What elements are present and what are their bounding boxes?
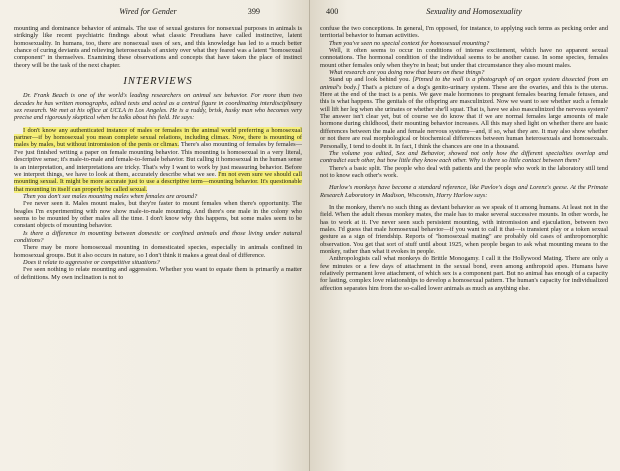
question-3: Is there a difference in mounting between domestic or confined animals and those living under natural conditions? xyxy=(14,229,302,244)
left-page-number: 399 xyxy=(247,7,260,16)
highlighted-passage-2: I'm not even sure we should call mounting sexual. It might be more accurate just to use a descriptive term—mounting behavior. It's questionable that mounting in itself can properly be called sexual. xyxy=(14,170,303,193)
right-page-number: 400 xyxy=(326,7,339,16)
right-running-head: Sexuality and Homosexuality xyxy=(426,7,522,16)
left-page-header xyxy=(14,7,302,21)
harlow-intro: Harlow's monkeys have become a standard reference, like Pavlov's dogs and Lorenz's geese. At the Primate Research Laboratory in Madison, Wisconsin, Harry Harlow says: xyxy=(320,184,608,199)
interview-intro: Dr. Frank Beach is one of the world's leading researchers on animal sex behavior. For more than two decades he has written monographs, edited texts and acted as a central figure in coordinating interdisciplinary sex research. We met at his office at UCLA in Los Angeles. He is a ruddy, brisk, husky man who becomes very precise and rigorously skeptical when he talks about his field. He says: xyxy=(14,92,302,122)
beach-answer-1 xyxy=(14,127,302,193)
question-2: Then you don't see males mounting males when females are around? xyxy=(23,192,198,200)
harlow-answer-1: In the monkey, there's no such thing as deviant behavior as we speak of it among humans. At least not in the field. When the adult rhesus monkey mates, the male has to make several successive mounts. In other words, he has to work at it. I've never seen such persistent mounting, with intromission and ejaculation, between two males. I'd guess that male homosexual behavior—if you want to call it that—is transient play or a token sexual gesture as a sign of friendship. Reports of "homosexual mating" are probably old cases of anthropomorphic observation. You get that sort of stuff until about 1925, when people began to ask what mounting means to the monkey, rather than what it evokes in people. xyxy=(320,203,608,255)
right-page xyxy=(310,0,620,471)
highlighted-passage-1: I don't know any authenticated instance of males or females in the animal world preferring a homosexual partner—if by homosexual you mean complete sexual relations, including climax. Now, there is mounting of males by males, but without intromission of the penis or climax. xyxy=(14,126,302,149)
right-answer-2 xyxy=(320,76,608,149)
left-page-body xyxy=(14,25,302,281)
right-page-body xyxy=(320,25,608,292)
answer-4: I've seen nothing to relate mounting and aggression. Whether you want to equate them is primarily a matter of definitions. My own inclination is not to xyxy=(14,266,302,281)
opening-paragraph: mounting and dominance behavior of animals. The use of sexual gestures for nonsexual purposes in animals is strikingly like recent psychiatric findings about what classic Freudians have called instinctive, latent homosexuality. In humans, too, there are nonsexual uses of sex, and this knowledge has led to a much better chance of curing deviants and relieving heterosexuals of anxiety over what they feared was a latent "homosexual component" in themselves. Examining these observations and concepts that have taken the place of instinct theory will be the task of the next chapter. xyxy=(14,25,302,69)
question-4: Does it relate to aggressive or competitive situations? xyxy=(23,258,160,266)
right-answer-3: There's a basic split. The people who deal with patients and the people who work in the laboratory still tend not to know each other's work. xyxy=(320,164,608,179)
harlow-answer-2: Anthropologists call what monkeys do Brittle Monogamy. I call it the Hollywood Mating. There are only a few minutes or a few days of attachment in the sexual bond, even among anthropoid apes. Humans have relatively permanent love attachment, of which sex is a component part. But no animal has enough of a capacity for lasting, complex love relationships to develop a homosexual pattern. The human's capacity for individualized affection separates him from the so-called lower animals as much as anything else. xyxy=(320,255,608,292)
right-page-header xyxy=(320,7,608,21)
right-question-3: The volume you edited, Sex and Behavior, showed not only how the different specialties overlap and contradict each other, but how little they know each other. Why is there so little contact between them? xyxy=(320,149,608,165)
answer-2: I've never seen it. Males mount males, but they're faster to mount females when there's opportunity. The beagles I'm experimenting with now show male-to-male mounting. And there's one male in the colony who seems to be mounted by other males all the time. I don't know why this happens, but some males seem to be constant objects of mounting behavior. xyxy=(14,200,302,230)
answer-start: Stand up and look behind you. xyxy=(329,76,413,84)
answer-rest: That's a picture of a dog's genito-urinary system. These are the ovaries, and this is the uterus. Here at the end of the tract is a penis. We gave male hormones to pregnant females bearing female fetuses, and this is what happens. The genitals of the offspring are masculinized. Now we want to see whether such a female will lift her leg when she urinates or whether she'll squat. That is, have we also masculinized the nervous system? The answer isn't clear yet, but of course we do know that if we are normal females large amounts of male hormone during childhood, their mounting behavior increases. All this may shed light on whether there are basic differences between the male and female nervous systems—and, if so, what they are. It may also show whether or not there are real morphological or biochemical differences between human heterosexuals and homosexuals. Personally, I tend to doubt it. In fact, I think the chances are one in a thousand. xyxy=(320,83,609,150)
continued-paragraph: confuse the two conceptions. In general, I'm opposed, for instance, to applying such terms as pecking order and territorial behavior to human activities. xyxy=(320,25,608,40)
right-answer-1: Well, it often seems to occur in conditions of intense excitement, which have no apparent sexual connotations. The hormonal condition of the individual seems to be another cause. In some species, females mount other females only when they're in heat; but under that circumstance they also mount males. xyxy=(320,47,608,69)
answer-3: There may be more homosexual mounting in domesticated species, especially in animals confined in homosexual groups. But it also occurs in nature, so I don't think it makes a great deal of difference. xyxy=(14,244,302,259)
photo-aside: [Pinned to the wall is a photograph of an organ system dissected from an animal's body.] xyxy=(320,76,608,91)
left-running-head: Wired for Gender xyxy=(119,7,177,16)
right-question-2: What research are you doing now that bears on these things? xyxy=(329,69,485,77)
answer-1-plain: There's also mounting of females by females—I've just finished writing a paper on female mounting behavior. This mounting is homosexual in a very literal, descriptive sense; it's male-to-male and female-to-female behavior. But calling it homosexual in the human sense is an interpretation, and interpretations are tricky. That's why I want to work by just measuring behavior. Before we interpret things, we have to look at them, accurately describe what we see. xyxy=(14,141,302,178)
right-question-1: Then you've seen no special context for homosexual mounting? xyxy=(329,39,490,47)
section-heading: INTERVIEWS xyxy=(123,76,193,88)
